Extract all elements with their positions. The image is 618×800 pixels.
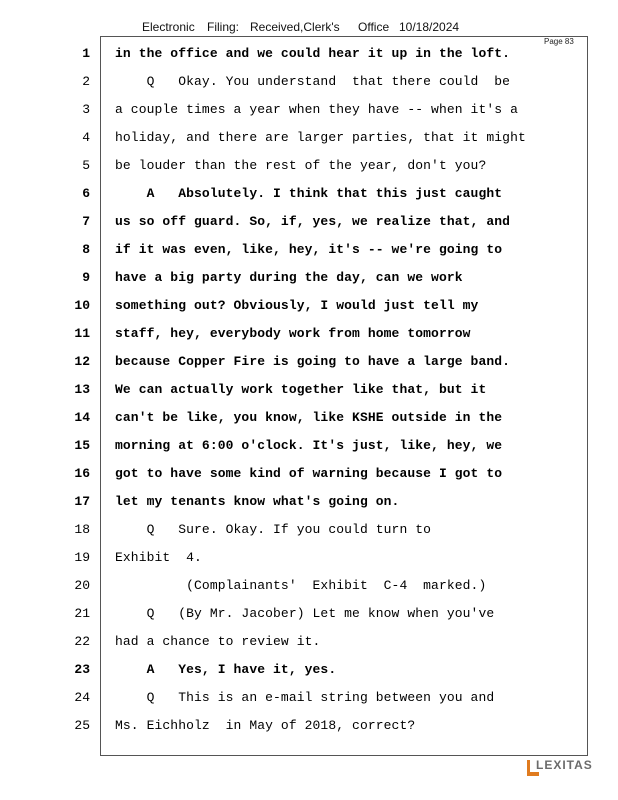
transcript-line-text: be louder than the rest of the year, don't you?: [115, 158, 487, 173]
line-number: 16: [74, 466, 90, 481]
page-number: Page 83: [544, 37, 574, 46]
line-number: 18: [74, 522, 90, 537]
transcript-line-text: We can actually work together like that, but it: [115, 382, 487, 397]
line-number: 24: [74, 690, 90, 705]
transcript-line-text: because Copper Fire is going to have a large band.: [115, 354, 511, 369]
lexitas-logo-text: LEXITAS: [536, 758, 593, 772]
transcript-line-text: holiday, and there are larger parties, that it might: [115, 130, 526, 145]
transcript-line-text: Q This is an e-mail string between you and: [115, 690, 495, 705]
header-received-clerks: Received,Clerk's: [250, 20, 340, 34]
header-electronic: Electronic: [142, 20, 195, 34]
transcript-line-text: have a big party during the day, can we work: [115, 270, 463, 285]
line-number: 14: [74, 410, 90, 425]
transcript-line-text: in the office and we could hear it up in the loft.: [115, 46, 511, 61]
line-number: 8: [82, 242, 90, 257]
line-number: 2: [82, 74, 90, 89]
header-date: 10/18/2024: [399, 20, 460, 34]
line-number: 6: [82, 186, 90, 201]
line-number: 17: [74, 494, 90, 509]
transcript-line-text: us so off guard. So, if, yes, we realize that, and: [115, 214, 511, 229]
line-number: 4: [82, 130, 90, 145]
line-number: 15: [74, 438, 90, 453]
line-number: 19: [74, 550, 90, 565]
transcript-line-text: if it was even, like, hey, it's -- we're going to: [115, 242, 503, 257]
line-number: 9: [82, 270, 90, 285]
line-number: 20: [74, 578, 90, 593]
transcript-line-text: had a chance to review it.: [115, 634, 321, 649]
transcript-line-text: something out? Obviously, I would just tell my: [115, 298, 479, 313]
transcript-line-text: Q (By Mr. Jacober) Let me know when you've: [115, 606, 495, 621]
line-number: 22: [74, 634, 90, 649]
header-office: Office: [358, 20, 390, 34]
transcript-line-text: Q Okay. You understand that there could be: [115, 74, 511, 89]
transcript-line-text: A Absolutely. I think that this just caught: [115, 186, 503, 201]
transcript-line-text: can't be like, you know, like KSHE outside in the: [115, 410, 503, 425]
transcript-line-text: got to have some kind of warning because I got to: [115, 466, 503, 481]
line-number: 7: [82, 214, 90, 229]
line-number: 25: [74, 718, 90, 733]
transcript-line-text: Ms. Eichholz in May of 2018, correct?: [115, 718, 416, 733]
transcript-line-text: Q Sure. Okay. If you could turn to: [115, 522, 432, 537]
transcript-line-text: A Yes, I have it, yes.: [115, 662, 337, 677]
line-number: 1: [82, 46, 90, 61]
transcript-line-text: morning at 6:00 o'clock. It's just, like, hey, we: [115, 438, 503, 453]
line-number: 11: [74, 326, 90, 341]
line-number: 12: [74, 354, 90, 369]
line-number: 10: [74, 298, 90, 313]
transcript-line-text: staff, hey, everybody work from home tomorrow: [115, 326, 471, 341]
transcript-line-text: let my tenants know what's going on.: [115, 494, 400, 509]
header-filing: Filing:: [207, 20, 240, 34]
line-number: 5: [82, 158, 90, 173]
transcript-line-text: (Complainants' Exhibit C-4 marked.): [115, 578, 487, 593]
transcript-line-text: Exhibit 4.: [115, 550, 202, 565]
filing-header: [0, 20, 618, 36]
line-number: 13: [74, 382, 90, 397]
line-number: 21: [74, 606, 90, 621]
transcript-line-text: a couple times a year when they have -- when it's a: [115, 102, 518, 117]
line-number: 3: [82, 102, 90, 117]
line-number: 23: [74, 662, 90, 677]
